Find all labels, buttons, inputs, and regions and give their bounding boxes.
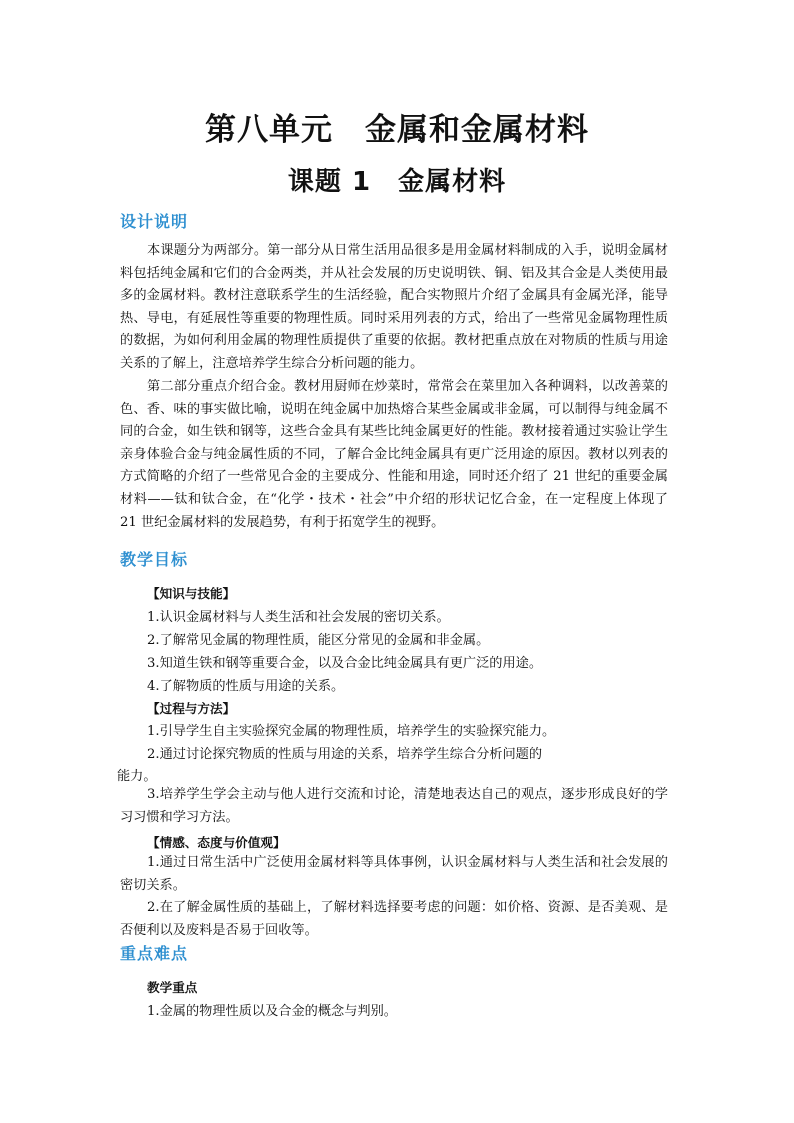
emotion-item-1: 1.通过日常生活中广泛使用金属材料等具体事例，认识金属材料与人类生活和社会发展的密切关系。 <box>120 855 668 893</box>
design-paragraph-1: 本课题分为两部分。第一部分从日常生活用品很多是用金属材料制成的入手，说明金属材料包括纯金属和它们的合金两类，并从社会发展的历史说明铁、铜、铝及其合金是人类使用最多的金属材料。教材注意联系学生的生活经验，配合实物照片介绍了金属具有金属光泽，能导热、导电，有延展性等重要的物理性质。同时采用列表的方式，给出了一些常见金属物理性质的数据，为如何利用金属的物理性质提供了重要的依据。教材把重点放在对物质的性质与用途关系的了解上，注意培养学生综合分析问题的能力。 <box>120 243 668 371</box>
process-heading: 【过程与方法】 <box>147 701 236 716</box>
process-item-2-continued: 能力。 <box>117 769 157 784</box>
key-point-item-1: 1.金属的物理性质以及合金的概念与判别。 <box>147 1004 397 1019</box>
lesson-title: 课题 1 金属材料 <box>287 167 507 197</box>
key-points-heading: 重点难点 <box>120 944 189 963</box>
process-item-2: 2.通过讨论探究物质的性质与用途的关系，培养学生综合分析问题的 <box>147 747 543 762</box>
knowledge-item-2: 2.了解常见金属的物理性质，能区分常见的金属和非金属。 <box>147 633 490 648</box>
emotion-heading: 【情感、态度与价值观】 <box>147 835 286 850</box>
knowledge-heading: 【知识与技能】 <box>147 586 236 601</box>
knowledge-item-3: 3.知道生铁和钢等重要合金，以及合金比纯金属具有更广泛的用途。 <box>147 656 543 671</box>
process-item-3: 3.培养学生学会主动与他人进行交流和讨论，清楚地表达自己的观点，逐步形成良好的学习习惯和学习方法。 <box>120 787 668 825</box>
key-points-subheading: 教学重点 <box>147 980 198 995</box>
emotion-item-2: 2.在了解金属性质的基础上，了解材料选择要考虑的问题：如价格、资源、是否美观、是否便利以及废料是否易于回收等。 <box>120 900 668 938</box>
knowledge-item-4: 4.了解物质的性质与用途的关系。 <box>147 679 345 694</box>
design-heading: 设计说明 <box>120 212 189 231</box>
design-paragraph-2: 第二部分重点介绍合金。教材用厨师在炒菜时，常常会在菜里加入各种调料，以改善菜的色、香、味的事实做比喻，说明在纯金属中加热熔合某些金属或非金属，可以制得与纯金属不同的合金，如生铁和钢等，这些合金具有某些比纯金属更好的性能。教材接着通过实验让学生亲身体验合金与纯金属性质的不同，了解合金比纯金属具有更广泛用途的原因。教材以列表的方式简略的介绍了一些常见合金的主要成分、性能和用途，同时还介绍了 21 世纪的重要金属材料——钛和钛合金，在“化学・技术・社会”中介绍的形状记忆合金，在一定程度上体现了 21 世纪金属材料的发展趋势，有利于拓宽学生的视野。 <box>120 379 668 530</box>
unit-title: 第八单元 金属和金属材料 <box>205 112 589 148</box>
goals-heading: 教学目标 <box>120 550 189 569</box>
process-item-1: 1.引导学生自主实验探究金属的物理性质，培养学生的实验探究能力。 <box>147 724 556 739</box>
knowledge-item-1: 1.认识金属材料与人类生活和社会发展的密切关系。 <box>147 610 450 625</box>
